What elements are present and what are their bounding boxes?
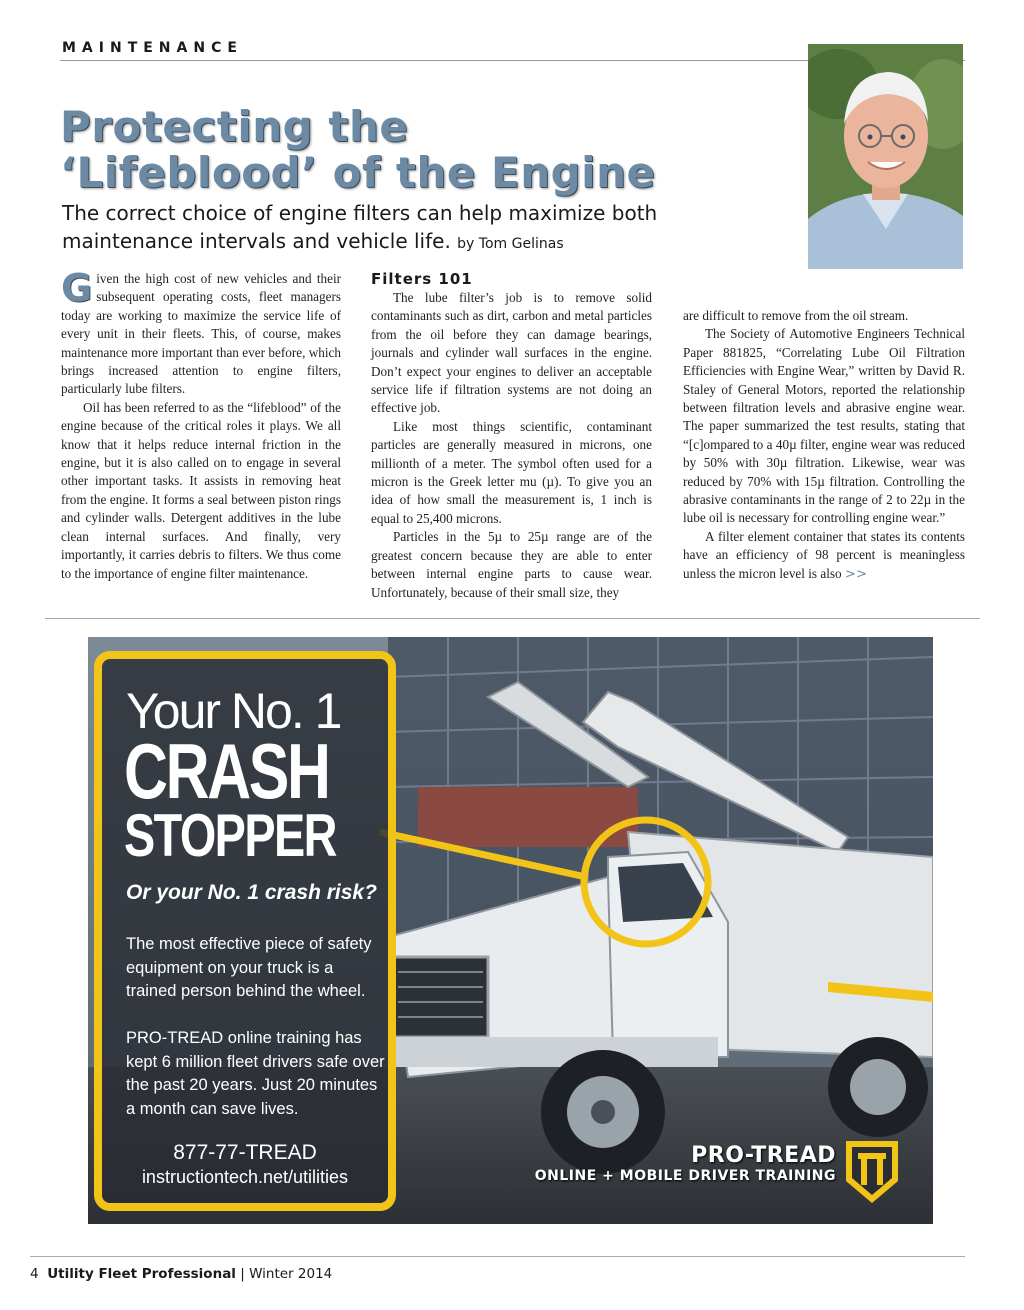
ad-headline-3: STOPPER bbox=[124, 802, 336, 869]
ad-paragraph-2: PRO-TREAD online training has kept 6 million fleet drivers safe over the past 20 years. Just 20 minutes a month can save lives. bbox=[126, 1029, 385, 1118]
byline: by Tom Gelinas bbox=[457, 236, 564, 252]
headline-line-1: Protecting the bbox=[60, 102, 409, 151]
pro-tread-logo-icon bbox=[842, 1137, 902, 1207]
article-column-3 bbox=[683, 307, 965, 584]
subhead-filters-101: Filters 101 bbox=[371, 270, 473, 288]
article-column-2 bbox=[371, 270, 652, 602]
footer-separator: | bbox=[240, 1266, 245, 1282]
ad-copy-panel bbox=[94, 651, 396, 1211]
author-photo bbox=[808, 44, 963, 269]
page-footer bbox=[30, 1266, 332, 1282]
drop-cap: G bbox=[61, 266, 93, 310]
section-label: MAINTENANCE bbox=[62, 40, 243, 56]
paragraph: Oil has been referred to as the “lifeblood” of the engine because of the critical roles it plays. We all know that it helps reduce internal friction in the engine, but it is also called on to engage in several other important tasks. It assists in removing heat from the engine. It forms a seal between piston rings and cylinder walls. Detergent additives in the lube clean internal surfaces. And finally, very importantly, it carries debris to filters. We thus come to the importance of engine filter maintenance. bbox=[61, 399, 341, 581]
dek-line-1: The correct choice of engine filters can help maximize both bbox=[62, 201, 658, 225]
paragraph: The Society of Automotive Engineers Technical Paper 881825, “Correlating Lube Oil Filtration Efficiencies with Engine Wear,” written by David R. Staley of General Motors, reported the relationship between filtration levels and abrasive engine wear. The paper summarized the test results, stating that “[c]ompared to a 40µ filter, engine wear was reduced by 50% with 30µ filtration. Likewise, wear was reduced by 70% with 15µ filtration. Controlling the abrasive contaminants in the range of 2 to 22µ in the lube oil is necessary for controlling engine wear.” bbox=[683, 326, 965, 526]
article-column-1 bbox=[61, 266, 341, 583]
article-headline bbox=[60, 104, 800, 196]
ad-url-link[interactable]: instructiontech.net/utilities bbox=[141, 1167, 349, 1187]
ad-headline-1: Your No. 1 bbox=[126, 683, 341, 739]
publication-name: Utility Fleet Professional bbox=[47, 1266, 236, 1282]
ad-question: Or your No. 1 crash risk? bbox=[126, 881, 377, 904]
paragraph: Particles in the 5µ to 25µ range are of the greatest concern because they are able to enter between internal engine parts to cause wear. Unfortunately, because of their small size, they bbox=[371, 529, 652, 600]
paragraph: Like most things scientific, contaminant particles are generally measured in microns, one millionth of a meter. The symbol often used for a micron is the Greek letter mu (µ). To give you an idea of how small the measurement is, 1 inch is equal to 25,400 microns. bbox=[371, 418, 652, 526]
middle-rule bbox=[45, 618, 980, 619]
paragraph: iven the high cost of new vehicles and their subsequent operating costs, fleet managers today are working to maximize the service life of every unit in their fleets. This, of course, makes maintenance more important than ever before, which brings increased attention to engine filters, particularly lube filters. bbox=[61, 271, 341, 397]
ad-headline-2: CRASH bbox=[124, 727, 329, 815]
paragraph: A filter element container that states its contents have an efficiency of 98 percent is meaningless unless the micron level is also bbox=[683, 528, 965, 581]
continued-arrow-icon[interactable]: >> bbox=[844, 566, 867, 582]
advertisement[interactable] bbox=[88, 637, 933, 1224]
page-number: 4 bbox=[30, 1266, 39, 1282]
paragraph: are difficult to remove from the oil stream. bbox=[683, 308, 909, 323]
ad-tagline: ONLINE + MOBILE DRIVER TRAINING bbox=[534, 1168, 836, 1184]
article-dek bbox=[62, 199, 802, 258]
issue-date: Winter 2014 bbox=[249, 1266, 333, 1282]
headline-line-2: ‘Lifeblood’ of the Engine bbox=[60, 148, 656, 197]
ad-paragraph-1: The most effective piece of safety equipment on your truck is a trained person behind the wheel. bbox=[126, 935, 372, 1000]
dek-line-2: maintenance intervals and vehicle life. bbox=[62, 229, 451, 253]
ad-phone[interactable]: 877-77-TREAD bbox=[173, 1141, 317, 1164]
footer-rule bbox=[30, 1256, 965, 1257]
paragraph: The lube filter’s job is to remove solid contaminants such as dirt, carbon and metal particles from the oil before they can damage bearings, journals and cylinder wall surfaces in the engine. Don’t expect your engines to deliver an acceptable service life if filtration systems are not doing an effective job. bbox=[371, 290, 652, 416]
ad-brand-name: PRO-TREAD bbox=[691, 1143, 836, 1168]
